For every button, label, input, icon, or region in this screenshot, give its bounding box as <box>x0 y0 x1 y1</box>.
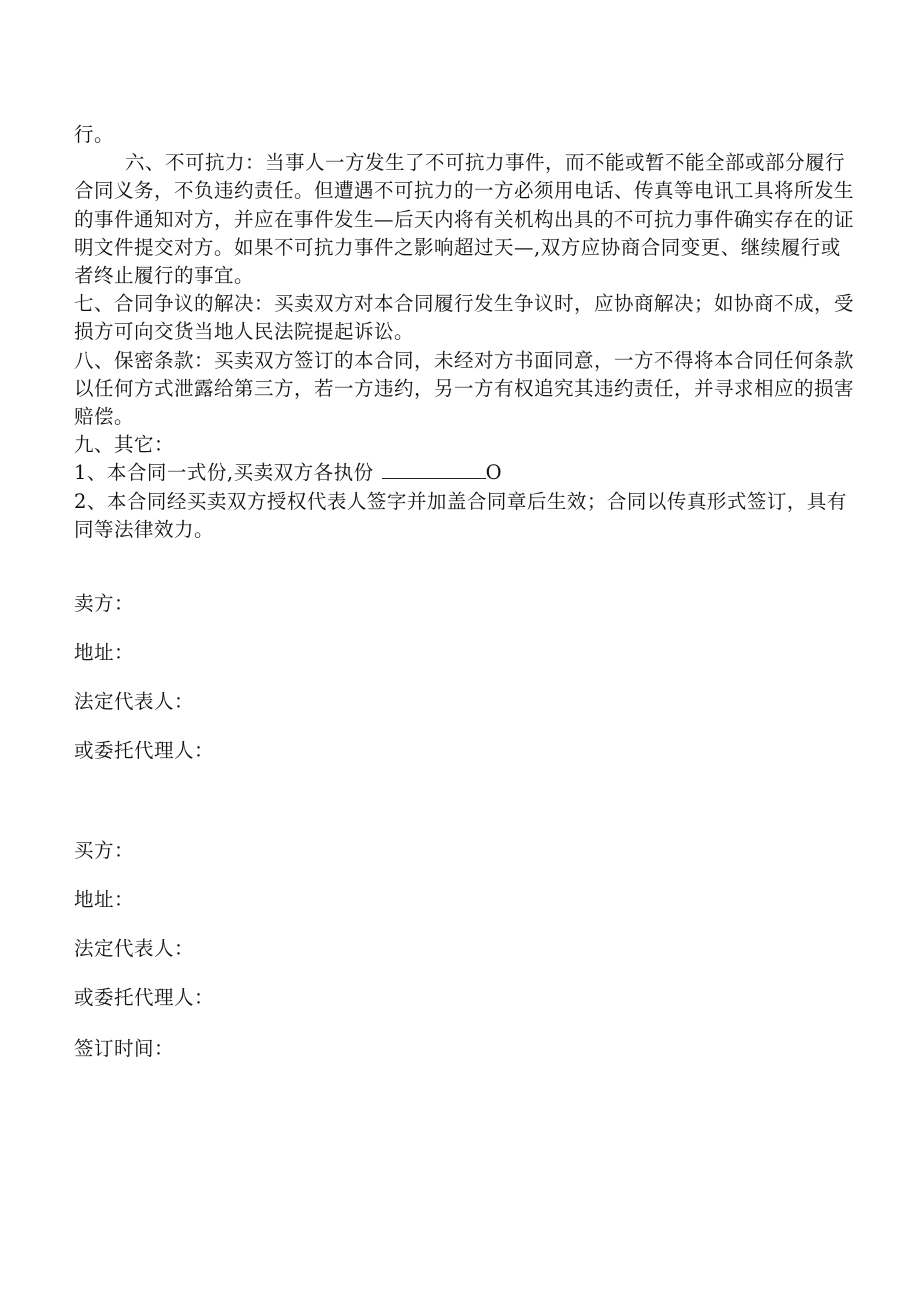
clause-confidentiality: 八、保密条款：买卖双方签订的本合同，未经对方书面同意，一方不得将本合同任何条款以任何方式泄露给第三方，若一方违约，另一方有权追究其违约责任，并寻求相应的损害赔偿。 <box>74 348 855 429</box>
clause-other-item-2: 2、本合同经买卖双方授权代表人签字并加盖合同章后生效；合同以传真形式签订，具有同等法律效力。 <box>74 489 847 541</box>
seller-legal-rep-label: 法定代表人： <box>74 690 195 713</box>
clause-other-title: 九、其它： <box>74 433 175 457</box>
clause-other-item-1 <box>74 459 854 487</box>
clause-force-majeure: 六、不可抗力：当事人一方发生了不可抗力事件，而不能或暂不能全部或部分履行合同义务，不负违约责任。但遭遇不可抗力的一方必须用电话、传真等电讯工具将所发生的事件通知对方，并应在事件发生—后天内将有关机构出具的不可抗力事件确实存在的证明文件提交对方。如果不可抗力事件之影响超过天—,双方应协商合同变更、继续履行或者终止履行的事宜。 <box>74 151 855 288</box>
sign-date-label: 签订时间： <box>74 1037 175 1060</box>
item-1-text: 1、本合同一式份,买卖双方各执份 <box>74 461 374 485</box>
seller-agent-label: 或委托代理人： <box>74 739 215 762</box>
buyer-label: 买方： <box>74 839 135 862</box>
buyer-address-label: 地址： <box>74 888 135 911</box>
continuation-text: 行。 <box>74 123 115 146</box>
item-1-suffix: O <box>485 461 503 485</box>
buyer-legal-rep-label: 法定代表人： <box>74 937 195 960</box>
buyer-agent-label: 或委托代理人： <box>74 986 215 1009</box>
clause-dispute-resolution: 七、合同争议的解决：买卖双方对本合同履行发生争议时，应协商解决；如协商不成，受损方可向交货当地人民法院提起诉讼。 <box>74 292 855 344</box>
seller-label: 卖方： <box>74 592 135 615</box>
fill-in-blank-line <box>382 461 486 479</box>
contract-body <box>74 121 854 544</box>
seller-address-label: 地址： <box>74 641 135 664</box>
